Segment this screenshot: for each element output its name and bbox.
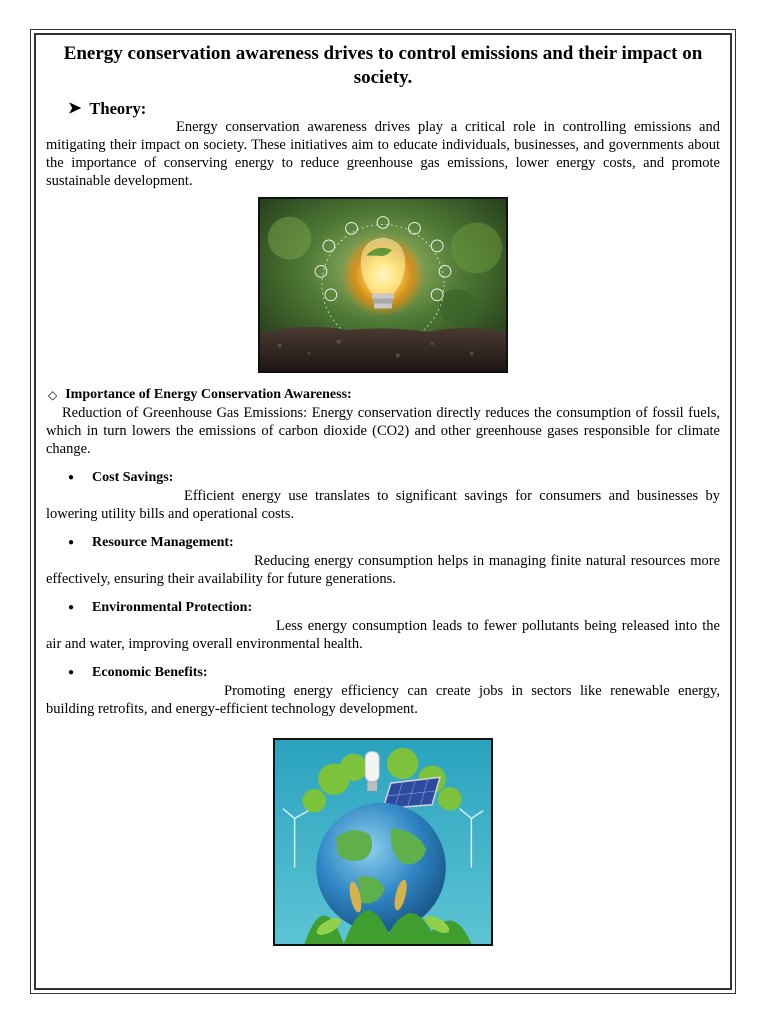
bullet-label: Environmental Protection: <box>92 600 253 615</box>
bullet-dot-icon: ● <box>68 602 75 613</box>
bullet-text: Promoting energy efficiency can create jobs in sectors like renewable energy, building retrofits, and energy-efficient technology development. <box>46 683 720 717</box>
bullet-heading <box>68 599 720 617</box>
importance-heading: Importance of Energy Conservation Awareness: <box>65 387 352 402</box>
bullet-heading <box>68 469 720 487</box>
bullet-text: Reducing energy consumption helps in managing finite natural resources more effectively, ensuring their availability for future generations. <box>46 553 720 587</box>
bullet-dot-icon: ● <box>68 537 75 548</box>
bullet-label: Economic Benefits: <box>92 665 208 680</box>
bullet-label: Resource Management: <box>92 535 234 550</box>
importance-heading-row <box>48 386 720 404</box>
theory-heading: Theory: <box>89 99 147 118</box>
arrow-bullet-icon: ➤ <box>68 100 82 117</box>
lightbulb-eco-image <box>258 197 508 373</box>
theory-heading-row <box>68 100 720 118</box>
green-earth-image <box>273 738 493 946</box>
diamond-bullet-icon: ◇ <box>48 388 58 402</box>
bullet-heading <box>68 534 720 552</box>
bullet-dot-icon: ● <box>68 472 75 483</box>
bullet-text: Efficient energy use translates to significant savings for consumers and businesses by lowering utility bills and operational costs. <box>46 488 720 522</box>
document-body <box>46 42 720 946</box>
bullet-text: Less energy consumption leads to fewer pollutants being released into the air and water, improving overall environmental health. <box>46 618 720 652</box>
document-title: Energy conservation awareness drives to control emissions and their impact on society. <box>63 43 703 88</box>
bullet-dot-icon: ● <box>68 667 75 678</box>
importance-paragraph: Reduction of Greenhouse Gas Emissions: Energy conservation directly reduces the consumption of fossil fuels, which in turn lowers the emissions of carbon dioxide (CO2) and other greenhouse gases responsible for climate change. <box>46 405 720 457</box>
bullet-label: Cost Savings: <box>92 470 174 485</box>
theory-paragraph: Energy conservation awareness drives play a critical role in controlling emissions and mitigating their impact on society. These initiatives aim to educate individuals, businesses, and governments about the importance of conserving energy to reduce greenhouse gas emissions, lower energy costs, and promote sustainable development. <box>46 119 720 189</box>
bullet-heading <box>68 664 720 682</box>
